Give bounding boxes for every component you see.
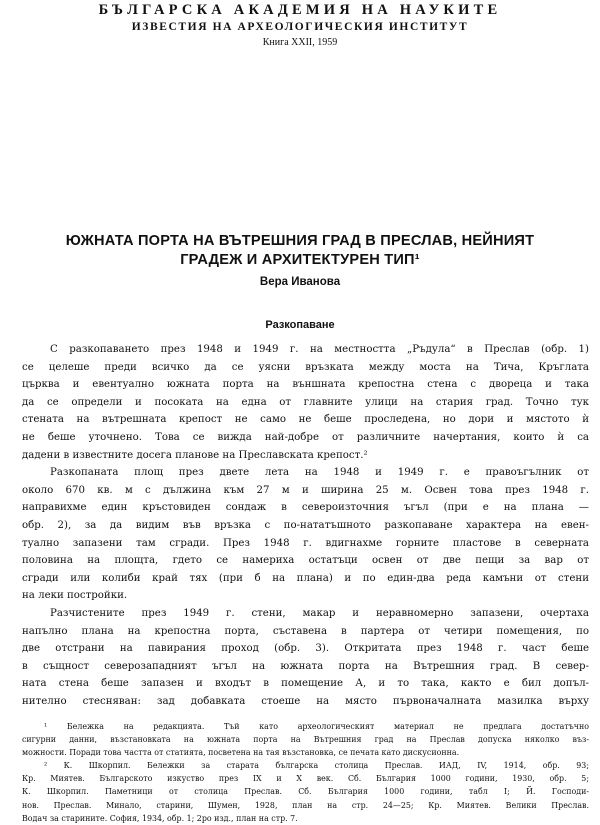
footnote-line: ¹ Бележка на редакцията. Тъй като археологическият материал не предлага достатъчно xyxy=(44,722,589,731)
text-line: С разкопаването през 1948 и 1949 г. на местността „Ръдула“ в Преслав (обр. 1) xyxy=(50,344,589,355)
text-line: около 670 кв. м с дължина към 27 м и ширина 25 м. Освен това през 1948 г. xyxy=(22,484,589,496)
footnote-line: К. Шкорпил. Паметници от столица Преслав. Сб. България 1000 години, табл I; Й. Господи- xyxy=(22,787,589,797)
paragraph xyxy=(22,341,589,464)
section-heading: Разкопаване xyxy=(265,319,335,331)
text-line: нително стесняван: зад добавката стоеше на място първоначалната мазилка върху xyxy=(22,695,589,707)
text-line: се целеше преди всичко да се уясни връзката между моста на Тича, Кръглата xyxy=(22,361,589,373)
text-line: ната стена беше запазен и входът в помещение А, и то така, както е бил допъл- xyxy=(22,678,589,690)
footnote-line: Кр. Миятев. Българското изкуство през IX и X век. Сб. България 1000 години, 1930, обр. 5; xyxy=(22,774,589,784)
text-line: Разчистените през 1949 г. стени, макар и неравномерно запазени, очертаха xyxy=(50,607,589,619)
article-body xyxy=(22,341,589,710)
footnote-line: нов. Преслав. Минало, старини, Шумен, 1928, план на стр. 24—25; Кр. Миятев. Велики Преслав. xyxy=(22,800,589,810)
institute-header: ИЗВЕСТИЯ НА АРХЕОЛОГИЧЕСКИЯ ИНСТИТУТ xyxy=(131,21,469,33)
paragraph xyxy=(22,605,589,711)
text-line: не беше уточнено. Това се вижда най-добре от различните начертания, които ѝ са xyxy=(22,431,589,443)
article-title xyxy=(10,232,590,270)
footnote xyxy=(22,720,589,759)
text-line: две отстрани на павирания проход (обр. 3). Откритата през 1948 г. част беше xyxy=(22,643,589,655)
text-line: дадени в известните досега планове на Преславската крепост.² xyxy=(22,449,368,461)
text-line: половина на площта, гдето се намериха остатъци освен от две пещи за вар от xyxy=(22,555,589,567)
article-title-line: ЮЖНАТА ПОРТА НА ВЪТРЕШНИЯ ГРАД В ПРЕСЛАВ, НЕЙНИЯТ xyxy=(65,233,535,249)
text-line: сгради или колиби край тях (при б на плана) и по един-два реда камъни от стени xyxy=(22,572,589,584)
academy-header: БЪЛГАРСКА АКАДЕМИЯ НА НАУКИТЕ xyxy=(98,2,502,18)
volume-info: Книга XXII, 1959 xyxy=(262,37,338,48)
text-line: направихме един кръстовиден сондаж в североизточния ъгъл (при е на плана — xyxy=(22,502,589,514)
paragraph xyxy=(22,464,589,605)
text-line: стената на вътрешната крепост не само не беше проследена, но дори и мястото ѝ xyxy=(22,414,589,426)
footnote-line: можности. Поради това частта от статията, посветена на тая възстановка, се печата като дискусионна. xyxy=(22,748,460,758)
text-line: църква и евентуално южната порта на външната крепостна стена с двореца и така xyxy=(22,379,589,391)
footnote-line: Водач за старините. София, 1934, обр. 1; 2ро изд., план на стр. 7. xyxy=(22,813,298,823)
text-line: на леки постройки. xyxy=(22,590,128,602)
footnote-line: ² К. Шкорпил. Бележки за старата българска столица Преслав. ИАД, IV, 1914, обр. 93; xyxy=(44,761,589,771)
article-author: Вера Иванова xyxy=(259,276,341,288)
text-line: туално запазени там сгради. През 1948 г. вдигнахме горните пластове в северната xyxy=(22,537,589,549)
footnote-line: сигурни данни, възстановката на южната порта на Вътрешния град на Преслав допуска няколко въз- xyxy=(22,735,589,745)
footnotes xyxy=(22,720,589,825)
text-line: напълно плана на крепостна порта, съставена в партера от четири помещения, по xyxy=(22,625,589,637)
article-title-line: ГРАДЕЖ И АРХИТЕКТУРЕН ТИП¹ xyxy=(180,252,420,268)
text-line: да се определи и посоката на една от главните улици на стария град. Точно тук xyxy=(22,396,589,408)
footnote xyxy=(22,759,589,824)
text-line: в същност северозападният ъгъл на южната порта на Вътрешния град. В север- xyxy=(22,660,589,672)
text-line: Разкопаната площ през двете лета на 1948 и 1949 г. е правоъгълник от xyxy=(50,467,589,479)
text-line: обр. 2), за да видим във връзка с по-нататъшното разкопаване характера на евен- xyxy=(22,519,589,531)
